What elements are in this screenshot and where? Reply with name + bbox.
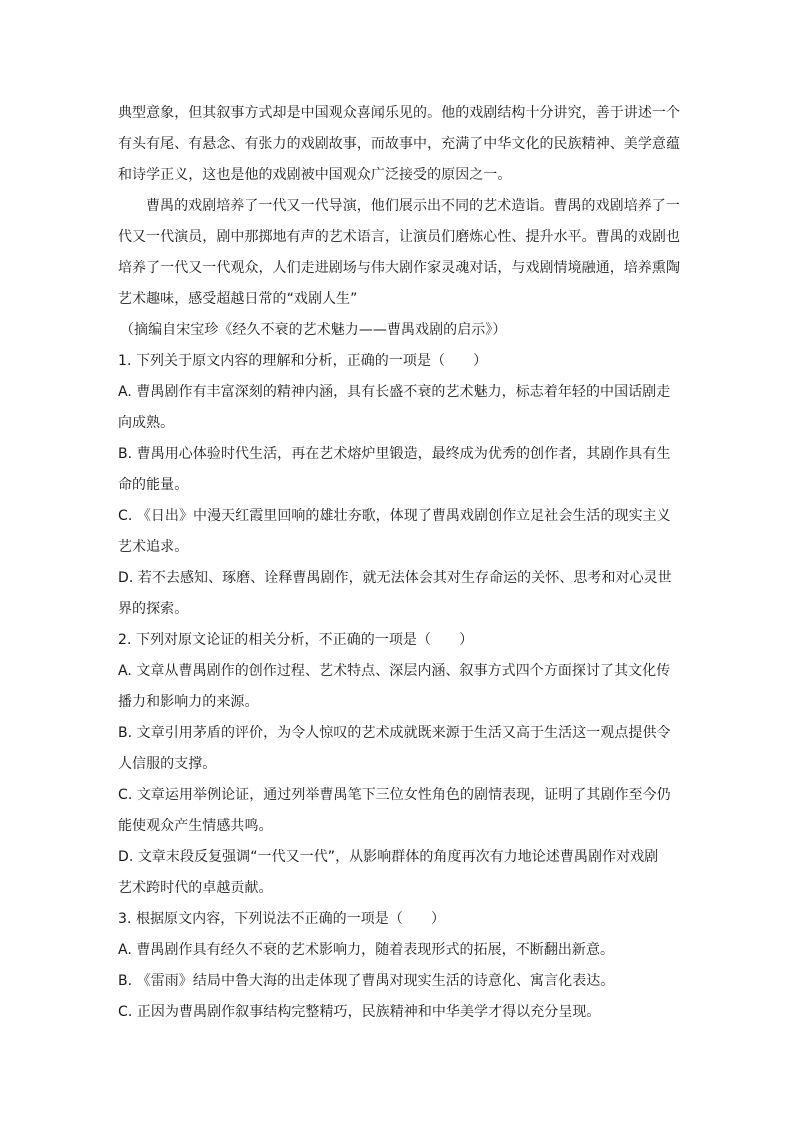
passage-line: 艺术趣味，感受超越日常的“戏剧人生” xyxy=(118,291,358,307)
question-2-option-d: D. 文章末段反复强调“一代又一代”，从影响群体的角度再次有力地论述曹禺剧作对戏剧 xyxy=(118,849,659,865)
question-1-option-d: D. 若不去感知、琢磨、诠释曹禺剧作，就无法体会其对生存命运的关怀、思考和对心灵世 xyxy=(118,570,672,586)
question-2-option-a-cont: 播力和影响力的来源。 xyxy=(118,694,259,710)
question-2-option-b-cont: 人信服的支撑。 xyxy=(118,756,217,772)
passage-line: 曹禺的戏剧培养了一代又一代导演，他们展示出不同的艺术造诣。曹禺的戏剧培养了一 xyxy=(146,198,680,214)
question-1-option-a-cont: 向成熟。 xyxy=(118,415,175,431)
question-1-option-c-cont: 艺术追求。 xyxy=(118,539,189,555)
passage-line: 有头有尾、有悬念、有张力的戏剧故事，而故事中，充满了中华文化的民族精神、美学意蕴 xyxy=(118,136,680,152)
question-2-option-b: B. 文章引用茅盾的评价，为令人惊叹的艺术成就既来源于生活又高于生活这一观点提供令 xyxy=(118,725,671,741)
question-2-stem: 2. 下列对原文论证的相关分析，不正确的一项是（ ） xyxy=(118,632,474,648)
question-1-option-c: C. 《日出》中漫天红霞里回响的雄壮夯歌，体现了曹禺戏剧创作立足社会生活的现实主义 xyxy=(118,508,671,524)
passage-line: 代又一代演员，剧中那掷地有声的艺术语言，让演员们磨炼心性、提升水平。曹禺的戏剧也 xyxy=(118,229,680,245)
question-2-option-c: C. 文章运用举例论证，通过列举曹禺笔下三位女性角色的剧情表现，证明了其剧作至今仍 xyxy=(118,787,671,803)
question-1-option-b-cont: 命的能量。 xyxy=(118,477,189,493)
question-2-option-c-cont: 能使观众产生情感共鸣。 xyxy=(118,818,273,834)
question-1-option-a: A. 曹禺剧作有丰富深刻的精神内涵，具有长盛不衰的艺术魅力，标志着年轻的中国话剧走 xyxy=(118,384,671,400)
question-1-stem: 1. 下列关于原文内容的理解和分析，正确的一项是（ ） xyxy=(118,353,488,369)
passage-line: 培养了一代又一代观众，人们走进剧场与伟大剧作家灵魂对话，与戏剧情境融通，培养熏陶 xyxy=(118,260,680,276)
question-1-option-d-cont: 界的探索。 xyxy=(118,601,189,617)
question-3-stem: 3. 根据原文内容，下列说法不正确的一项是（ ） xyxy=(118,911,446,927)
question-2-option-d-cont: 艺术跨时代的卓越贡献。 xyxy=(118,880,273,896)
question-3-option-b: B. 《雷雨》结局中鲁大海的出走体现了曹禺对现实生活的诗意化、寓言化表达。 xyxy=(118,973,615,989)
question-2-option-a: A. 文章从曹禺剧作的创作过程、艺术特点、深层内涵、叙事方式四个方面探讨了其文化传 xyxy=(118,663,671,679)
question-1-option-b: B. 曹禺用心体验时代生活，再在艺术熔炉里锻造，最终成为优秀的创作者，其剧作具有生 xyxy=(118,446,671,462)
passage-line: 和诗学正义，这也是他的戏剧被中国观众广泛接受的原因之一。 xyxy=(118,167,512,183)
question-3-option-a: A. 曹禺剧作具有经久不衰的艺术影响力，随着表现形式的拓展，不断翻出新意。 xyxy=(118,942,615,958)
document-page xyxy=(118,98,678,1028)
source-citation: （摘编自宋宝珍《经久不衰的艺术魅力——曹禺戏剧的启示》） xyxy=(120,322,507,338)
passage-line: 典型意象，但其叙事方式却是中国观众喜闻乐见的。他的戏剧结构十分讲究，善于讲述一个 xyxy=(118,105,680,121)
question-3-option-c: C. 正因为曹禺剧作叙事结构完整精巧，民族精神和中华美学才得以充分呈现。 xyxy=(118,1004,601,1020)
